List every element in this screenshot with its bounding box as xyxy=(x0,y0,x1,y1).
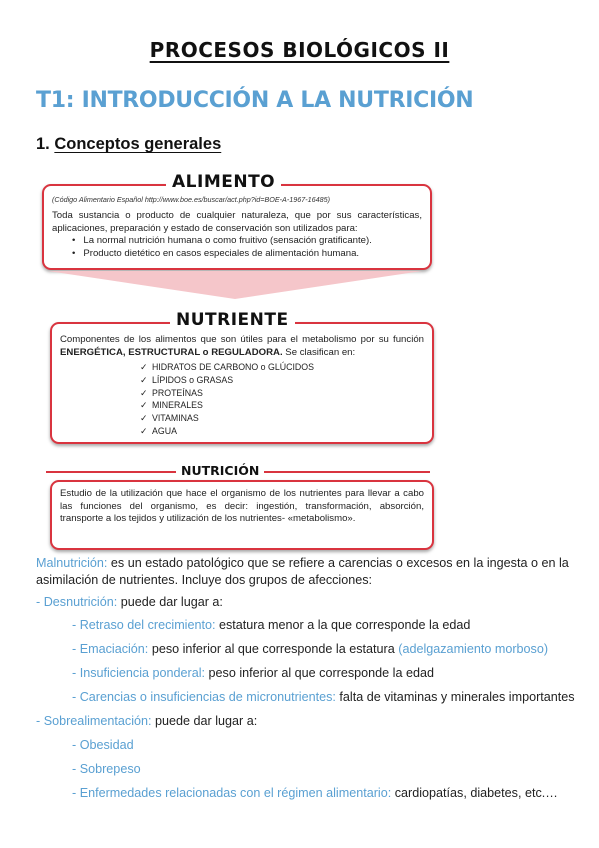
document-title: PROCESOS BIOLÓGICOS II xyxy=(149,38,450,62)
list-item: - Obesidad xyxy=(72,738,134,752)
section-heading xyxy=(36,135,221,154)
list-item: ✓ AGUA xyxy=(140,425,177,436)
nutricion-box xyxy=(50,480,434,550)
check-icon: ✓ xyxy=(140,413,148,424)
list-item: ✓ PROTEÍNAS xyxy=(140,387,203,398)
check-icon: ✓ xyxy=(140,374,148,385)
list-item: - Emaciación: peso inferior al que corresponde la estatura (adelgazamiento morboso) xyxy=(72,642,549,656)
nutriente-list xyxy=(140,361,424,438)
nutricion-title: NUTRICIÓN xyxy=(176,463,264,478)
list-item: - Carencias o insuficiencias de micronutrientes: falta de vitaminas y minerales importantes xyxy=(72,690,575,704)
alimento-reference: (Código Alimentario Español http://www.boe.es/buscar/act.php?id=BOE-A-1967-16485) xyxy=(52,195,331,204)
nutricion-text xyxy=(60,488,424,526)
nutricion-definition: Estudio de la utilización que hace el organismo de los nutrientes para llevar a cabo las funciones del organismo, es decir: ingestión, transformación, absorción, transporte a los tejidos y utilización de los nutrientes- «metabolismo». xyxy=(60,488,424,524)
alimento-bullet-list xyxy=(72,235,422,260)
nutriente-text xyxy=(60,334,424,438)
list-item: ✓ MINERALES xyxy=(140,400,203,411)
alimento-box xyxy=(42,172,432,270)
section-title: Conceptos generales xyxy=(54,135,222,153)
malnutricion-paragraph xyxy=(36,555,572,589)
check-icon: ✓ xyxy=(140,362,148,372)
list-item: ✓ VITAMINAS xyxy=(140,413,199,424)
nutriente-definition: Componentes de los alimentos que son útiles para el metabolismo por su función ENERGÉTICA, ESTRUCTURAL o REGULADORA. Se clasifican en: xyxy=(60,334,424,358)
alimento-title: ALIMENTO xyxy=(166,172,281,192)
topic-heading: T1: INTRODUCCIÓN A LA NUTRICIÓN xyxy=(36,88,474,113)
malnutricion-text: es un estado patológico que se refiere a carencias o excesos en la ingesta o en la asimilación de nutrientes. Incluye dos grupos de afecciones: xyxy=(36,556,569,587)
alimento-text xyxy=(52,210,422,260)
list-item: - Insuficiencia ponderal: peso inferior al que corresponde la edad xyxy=(72,666,434,680)
list-item: ✓ HIDRATOS DE CARBONO o GLÚCIDOS xyxy=(140,362,314,372)
alimento-bullet: • Producto dietético en casos especiales de alimentación humana. xyxy=(72,247,360,259)
alimento-definition: Toda sustancia o producto de cualquier naturaleza, que por sus características, aplicaciones, preparación y estado de conservación son utilizados para: xyxy=(52,210,422,234)
check-icon: ✓ xyxy=(140,400,148,411)
check-icon: ✓ xyxy=(140,425,148,436)
sobrealimentacion-line: - Sobrealimentación: puede dar lugar a: xyxy=(36,714,258,728)
list-item: - Sobrepeso xyxy=(72,762,141,776)
desnutricion-term: Desnutrición: xyxy=(43,595,118,609)
section-number: 1. xyxy=(36,135,50,153)
down-arrow-shape xyxy=(48,271,422,299)
check-icon: ✓ xyxy=(140,387,148,398)
sobrealimentacion-term: Sobrealimentación: xyxy=(43,714,152,728)
list-item: ✓ LÍPIDOS o GRASAS xyxy=(140,374,234,385)
list-item: - Enfermedades relacionadas con el régimen alimentario: cardiopatías, diabetes, etc.… xyxy=(72,786,558,800)
alimento-bullet: • La normal nutrición humana o como fruitivo (sensación gratificante). xyxy=(72,235,372,246)
malnutricion-term: Malnutrición: xyxy=(36,556,108,570)
nutriente-title: NUTRIENTE xyxy=(170,310,295,330)
list-item: - Retraso del crecimiento: estatura menor a la que corresponde la edad xyxy=(72,618,471,632)
nutriente-box xyxy=(50,310,434,444)
desnutricion-line: - Desnutrición: puede dar lugar a: xyxy=(36,595,223,609)
